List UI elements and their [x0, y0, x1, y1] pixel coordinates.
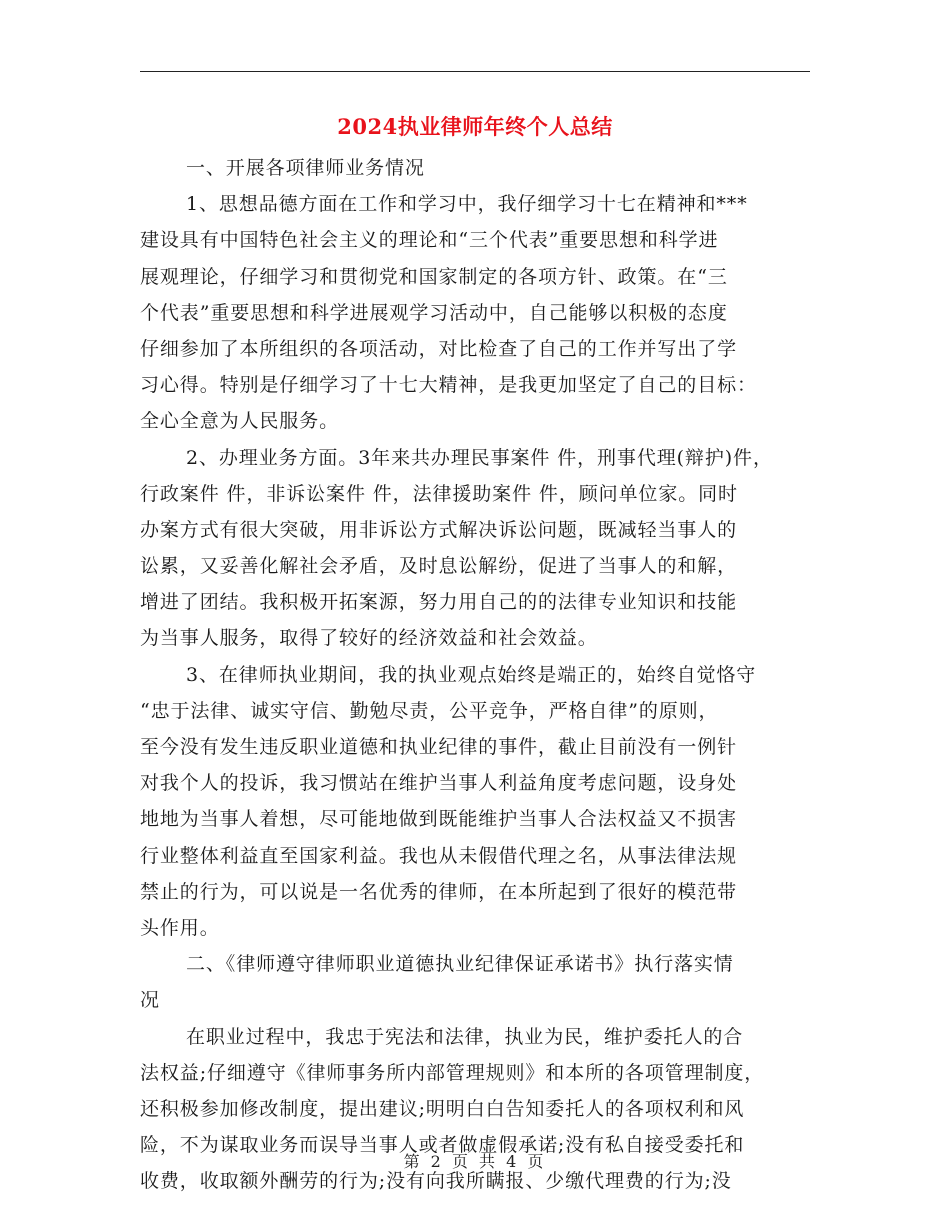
text-line: 险，不为谋取业务而误导当事人或者做虚假承诺;没有私自接受委托和	[140, 1134, 745, 1157]
text-line: 一、开展各项律师业务情况	[186, 157, 425, 179]
text-line: 增进了团结。我积极开拓案源，努力用自己的的法律专业知识和技能	[140, 591, 738, 614]
document-title: 2024执业律师年终个人总结	[337, 114, 613, 139]
document-body	[140, 150, 820, 1199]
text-line: 地地为当事人着想，尽可能地做到既能维护当事人合法权益又不损害	[140, 808, 738, 831]
text-line: 二、《律师遵守律师职业道德执业纪律保证承诺书》执行落实情	[186, 953, 734, 976]
text-line: 办案方式有很大突破，用非诉讼方式解决诉讼问题，既减轻当事人的	[140, 518, 738, 541]
text-line: 3、在律师执业期间，我的执业观点始终是端正的，始终自觉恪守	[186, 663, 757, 686]
page-number-footer: 第 2 页 共 4 页	[403, 1152, 547, 1171]
text-line: 法权益;仔细遵守《律师事务所内部管理规则》和本所的各项管理制度，	[140, 1061, 765, 1084]
text-line: 行政案件 件，非诉讼案件 件，法律援助案件 件，顾问单位家。同时	[140, 482, 738, 505]
text-line: 头作用。	[140, 916, 220, 939]
text-line: 至今没有发生违反职业道德和执业纪律的事件，截止目前没有一例针	[140, 736, 738, 758]
text-line: 在职业过程中，我忠于宪法和法律，执业为民，维护委托人的合	[186, 1025, 744, 1048]
text-line: 建设具有中国特色社会主义的理论和“三个代表”重要思想和科学进	[140, 229, 719, 252]
text-line: 2、办理业务方面。3年来共办理民事案件 件，刑事代理(辩护)件，	[186, 446, 773, 469]
text-line: 还积极参加修改制度，提出建议;明明白白告知委托人的各项权利和风	[140, 1097, 745, 1120]
text-line: 况	[140, 989, 160, 1012]
text-line: 习心得。特别是仔细学习了十七大精神，是我更加坚定了自己的目标：	[140, 374, 757, 397]
text-line: 全心全意为人民服务。	[140, 410, 340, 433]
header-rule	[140, 71, 810, 72]
text-line: 1、思想品德方面在工作和学习中，我仔细学习十七在精神和***	[186, 193, 748, 216]
text-line: 仔细参加了本所组织的各项活动，对比检查了自己的工作并写出了学	[140, 337, 738, 360]
text-line: 为当事人服务，取得了较好的经济效益和社会效益。	[140, 627, 598, 650]
text-line: 讼累，又妥善化解社会矛盾，及时息讼解纷，促进了当事人的和解，	[140, 555, 738, 578]
text-line: 个代表”重要思想和科学进展观学习活动中，自己能够以积极的态度	[140, 301, 728, 324]
text-line: 对我个人的投诉，我习惯站在维护当事人利益角度考虑问题，设身处	[140, 772, 738, 795]
text-line: 禁止的行为，可以说是一名优秀的律师，在本所起到了很好的模范带	[140, 880, 738, 903]
text-line: 行业整体利益直至国家利益。我也从未假借代理之名，从事法律法规	[140, 844, 738, 867]
text-line: “忠于法律、诚实守信、勤勉尽责，公平竞争，严格自律”的原则，	[140, 699, 719, 722]
text-line: 收费，收取额外酬劳的行为;没有向我所瞒报、少缴代理费的行为;没	[140, 1170, 732, 1193]
text-line: 展观理论，仔细学习和贯彻党和国家制定的各项方针、政策。在“三	[140, 265, 728, 288]
